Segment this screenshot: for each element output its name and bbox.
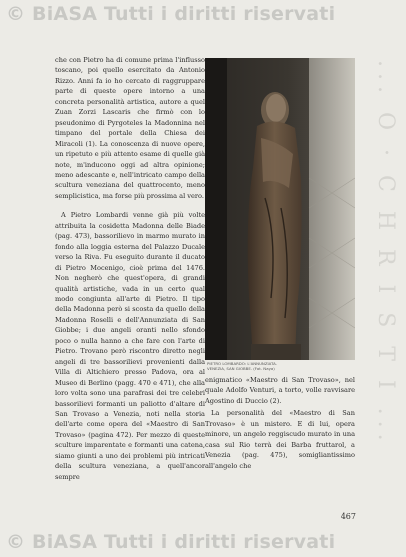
right-paragraph-2: La personalità del «Maestro di San Trovaso» è un mistero. E di lui, opera minore, un angelo reggiscudo murato in una casa sul Rio terrà dei Barba fruttarol, a Venezia (pag. 475), somigliantissimo all'angelo che	[205, 409, 355, 470]
watermark-side: ... O · C H R I S T I ...	[373, 60, 398, 447]
figure-caption	[207, 361, 355, 371]
watermark-top: © BiASA Tutti i diritti riservati	[6, 3, 336, 25]
right-text-column	[205, 375, 355, 471]
watermark-bottom: © BiASA Tutti i diritti riservati	[6, 531, 336, 553]
caption-line-1: PIETRO LOMBARDO: L'ANNUNZIATA.	[207, 361, 277, 366]
caption-line-2: VENEZIA, SAN GIOBBE. (Fot. Naya)	[207, 366, 275, 371]
right-paragraph-1: enigmatico «Maestro di San Trovaso», nel quale Adolfo Venturi, a torto, volle ravvisare Agostino di Duccio (2).	[205, 376, 355, 405]
left-paragraph-2: A Pietro Lombardi venne già più volte attribuita la cosidetta Madonna delle Biade (pag. 473), bassorilievo in marmo murato in fondo alla loggia esterna del Palazzo Ducale verso la Riva. Fu eseguito durante il ducato di Pietro Mocenigo, cioè prima del 1476. Non negherò che quest'opera, di grandi qualità artistiche, vada in un certo qual modo congiunta all'arte di Pietro. Il tipo della Madonna però si scosta da quello della Madonna Roselli e dell'Annunziata di San Giobbe; i due angeli oranti nello sfondo poco o nulla hanno a che fare con l'arte di Pietro. Trovano però riscontro diretto negli angeli di tre bassorilievi provenienti dalla Villa di Altichiero presso Padova, ora al Museo di Berlino (pagg. 470 e 471), che alla loro volta sono una parafrasi dei tre celebri bassorilievi formanti un paliotto d'altare di San Trovaso a Venezia, noti nella storia dell'arte come opera del «Maestro di San Trovaso» (pagina 472). Per mezzo di queste sculture imparentate e formanti una catena, siamo giunti a uno dei problemi più intricati della scultura veneziana, a quell'ancor sempre	[55, 211, 205, 481]
figure-annunziata-photo	[205, 58, 355, 360]
left-text-column	[55, 55, 205, 482]
statue-image	[205, 58, 355, 360]
left-paragraph-1: che con Pietro ha di comune prima l'influsso toscano, poi quello esercitato da Antonio Rizzo. Anni fa io ho cercato di raggruppare parte di queste opere intorno a una concreta personalità artistica, autore a quel Zuan Zorzi Lascaris che firmò con lo pseudonimo di Pyrgoteles la Madonnina nel timpano del portale della Chiesa dei Miracoli (1). La conoscenza di nuove opere, un ripetuto e più attento esame di quelle già note, m'inducono oggi ad altra opinione; meno adescante e, nell'intricato campo della scultura veneziana del quattrocento, meno semplicistica, ma forse più prossima al vero.	[55, 56, 205, 200]
page-number: 467	[340, 512, 356, 521]
